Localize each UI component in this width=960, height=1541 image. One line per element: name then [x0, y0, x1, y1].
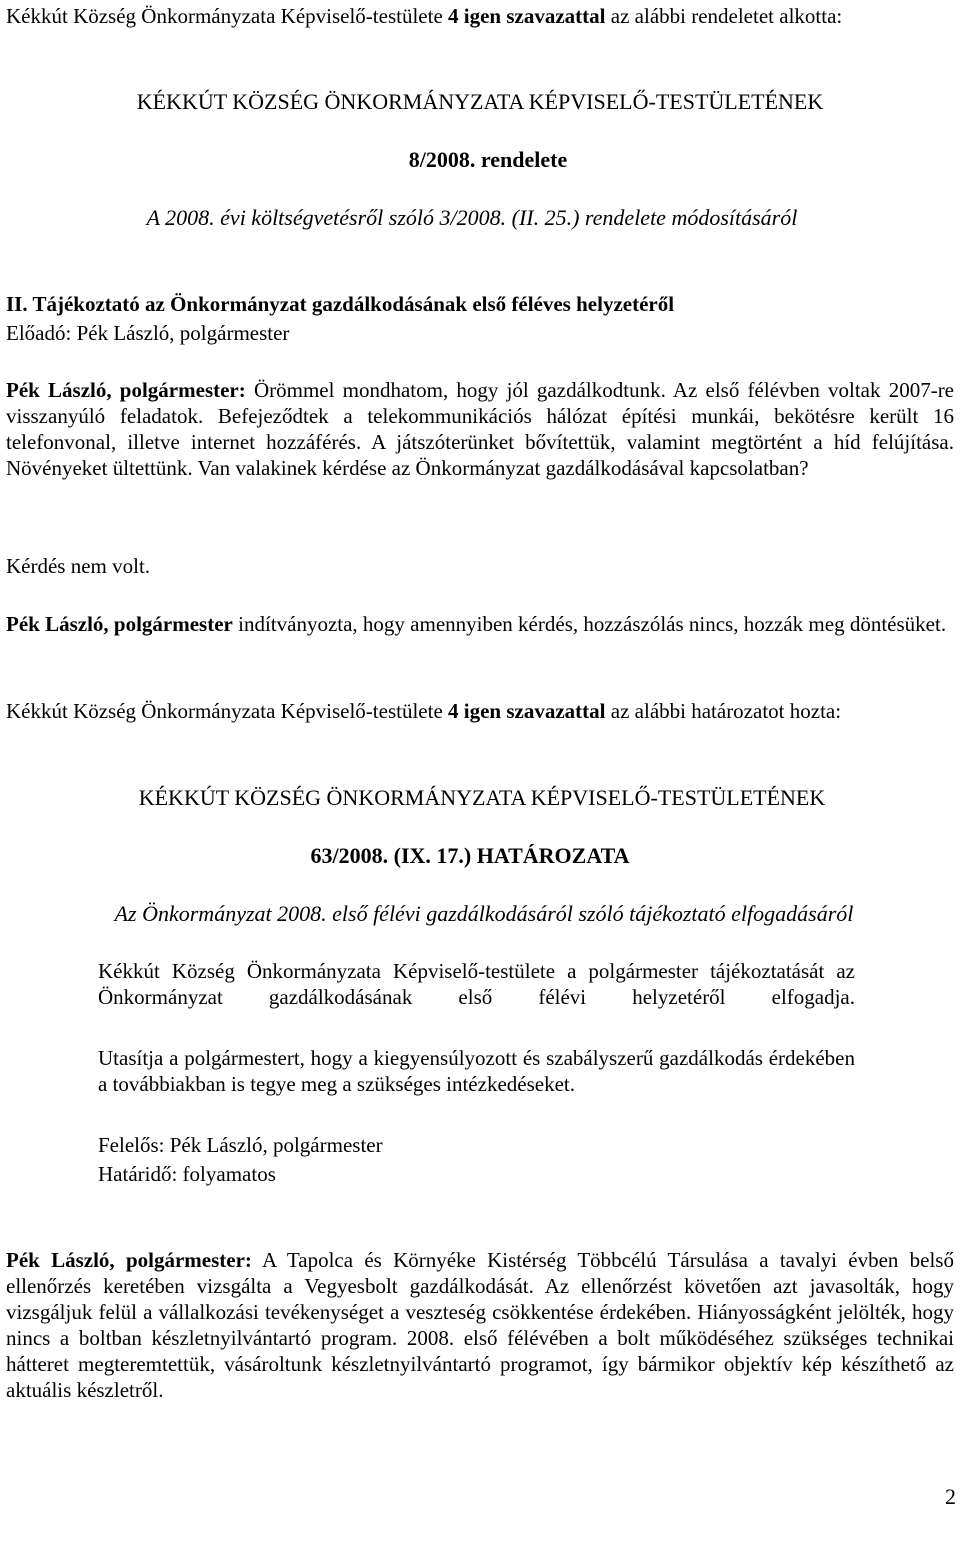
- decree-heading: KÉKKÚT KÖZSÉG ÖNKORMÁNYZATA KÉPVISELŐ-TESTÜLETÉNEK: [136, 89, 824, 114]
- no-question-note: Kérdés nem volt.: [6, 554, 151, 578]
- speaker-name: Pék László, polgármester:: [6, 1248, 252, 1272]
- intro-rest: az alábbi rendeletet alkotta:: [610, 4, 843, 28]
- mayor-report-paragraph: [6, 377, 954, 481]
- resolution-number-text: 63/2008. (IX. 17.) HATÁROZATA: [310, 843, 630, 868]
- motion-text: indítványozta, hogy amennyiben kérdés, hozzászólás nincs, hozzák meg döntésüket.: [238, 612, 947, 636]
- intro-resolution-statement: [6, 3, 954, 29]
- resolution-number: [0, 843, 950, 869]
- resolution-body-p2: Utasítja a polgármestert, hogy a kiegyensúlyozott és szabályszerű gazdálkodás érdekében a továbbiakban is tegye meg a szükséges intézkedéseket.: [98, 1046, 855, 1096]
- resolution-body-p1: Kékkút Község Önkormányzata Képviselő-testülete a polgármester tájékoztatását az Önkormányzat gazdálkodásának első félévi helyzetéről elfogadja.: [98, 959, 855, 1009]
- shop-audit-text: A Tapolca és Környéke Kistérség Többcélú Társulása a tavalyi évben belső ellenőrzés keretében vizsgálta a Vegyesbolt gazdálkodását. Az ellenőrzést követően azt javasolták, hogy vizsgáljuk felül a vállalkozási tevékenységet a veszteség csökkentése érdekében. Hiányosságként jelölték, hogy nincs a boltban készletnyilvántartó program. 2008. első félévében a bolt működéséhez szükséges technikai hátteret megteremtettük, vásároltunk készletnyilvántartó programot, így bármikor objektív kép készíthető az aktuális készletről.: [6, 1248, 954, 1402]
- motion-paragraph: [6, 611, 954, 637]
- page-number: 2: [945, 1484, 956, 1509]
- vote-count: 4 igen szavazattal: [448, 699, 606, 723]
- shop-audit-paragraph: [6, 1247, 954, 1403]
- decree-number-text: 8/2008. rendelete: [408, 147, 568, 172]
- resolution-heading: KÉKKÚT KÖZSÉG ÖNKORMÁNYZATA KÉPVISELŐ-TESTÜLETÉNEK: [138, 785, 826, 810]
- speaker-name: Pék László, polgármester: [6, 612, 233, 636]
- section-title-text: II. Tájékoztató az Önkormányzat gazdálkodásának első féléves helyzetéről: [6, 292, 675, 316]
- intro-rest: az alábbi határozatot hozta:: [610, 699, 842, 723]
- resolution-subject: [4, 901, 960, 927]
- decree-subject: [0, 205, 952, 231]
- deadline-line: Határidő: folyamatos: [98, 1162, 276, 1186]
- responsible-line: Felelős: Pék László, polgármester: [98, 1133, 383, 1157]
- section-presenter: Előadó: Pék László, polgármester: [6, 321, 290, 345]
- section-title: [6, 291, 954, 317]
- speaker-name: Pék László, polgármester:: [6, 378, 246, 402]
- council-name: Kékkút Község Önkormányzata Képviselő-testülete: [6, 4, 443, 28]
- intro-resolution-statement-2: [6, 698, 954, 724]
- resolution-subject-text: Az Önkormányzat 2008. első félévi gazdálkodásáról szóló tájékoztató elfogadásáról: [114, 901, 854, 926]
- decree-number: [8, 147, 960, 173]
- report-text: Örömmel mondhatom, hogy jól gazdálkodtunk. Az első félévben voltak 2007-re visszanyúló feladatok. Befejeződtek a telekommunikációs hálózat építési munkái, bekötésre került 16 telefonvonal, illetve internet hozzáférés. A játszóterünket bővítettük, valamint megtörtént a híd felújítása. Növényeket ültettünk. Van valakinek kérdése az Önkormányzat gazdálkodásával kapcsolatban?: [6, 378, 955, 480]
- vote-count: 4 igen szavazattal: [448, 4, 606, 28]
- council-name: Kékkút Község Önkormányzata Képviselő-testülete: [6, 699, 443, 723]
- decree-subject-text: A 2008. évi költségvetésről szóló 3/2008. (II. 25.) rendelete módosításáról: [146, 205, 798, 230]
